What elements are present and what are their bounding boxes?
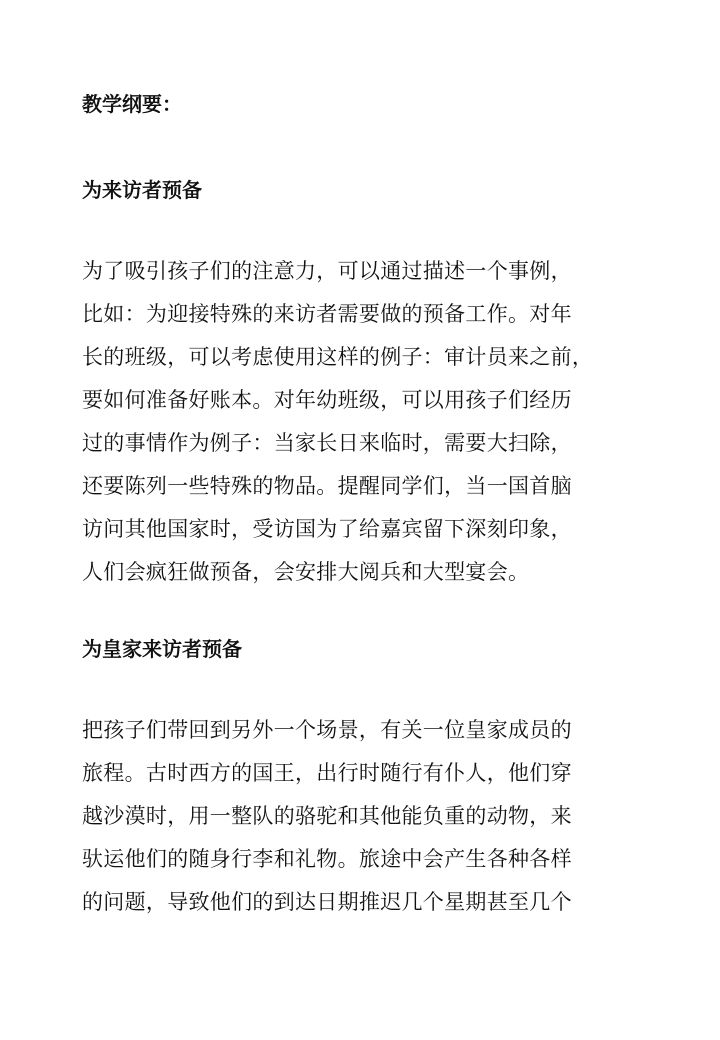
paragraph-line: 旅程。古时西方的国王，出行时随行有仆人，他们穿 [82, 761, 572, 785]
paragraph-line: 的问题，导致他们的到达日期推迟几个星期甚至几个 [82, 890, 572, 914]
outline-title: 教学纲要： [82, 92, 182, 116]
paragraph-line: 人们会疯狂做预备，会安排大阅兵和大型宴会。 [82, 560, 530, 584]
section-title-royal-visitor-preparation: 为皇家来访者预备 [82, 637, 242, 661]
document-page [82, 86, 652, 924]
paragraph-line: 把孩子们带回到另外一个场景，有关一位皇家成员的 [82, 718, 572, 742]
paragraph-line: 为了吸引孩子们的注意力，可以通过描述一个事例， [82, 259, 572, 283]
paragraph-line: 还要陈列一些特殊的物品。提醒同学们，当一国首脑 [82, 474, 572, 498]
section-paragraph-royal-visitor-preparation [82, 709, 652, 924]
paragraph-line: 长的班级，可以考虑使用这样的例子：审计员来之前， [82, 345, 594, 369]
paragraph-line: 要如何准备好账本。对年幼班级，可以用孩子们经历 [82, 388, 572, 412]
paragraph-line: 过的事情作为例子：当家长日来临时，需要大扫除， [82, 431, 572, 455]
paragraph-line: 访问其他国家时，受访国为了给嘉宾留下深刻印象， [82, 517, 572, 541]
section-title-visitor-preparation: 为来访者预备 [82, 178, 202, 202]
paragraph-line: 驮运他们的随身行李和礼物。旅途中会产生各种各样 [82, 847, 572, 871]
paragraph-line: 比如：为迎接特殊的来访者需要做的预备工作。对年 [82, 302, 572, 326]
paragraph-line: 越沙漠时，用一整队的骆驼和其他能负重的动物，来 [82, 804, 572, 828]
section-paragraph-visitor-preparation [82, 250, 652, 594]
